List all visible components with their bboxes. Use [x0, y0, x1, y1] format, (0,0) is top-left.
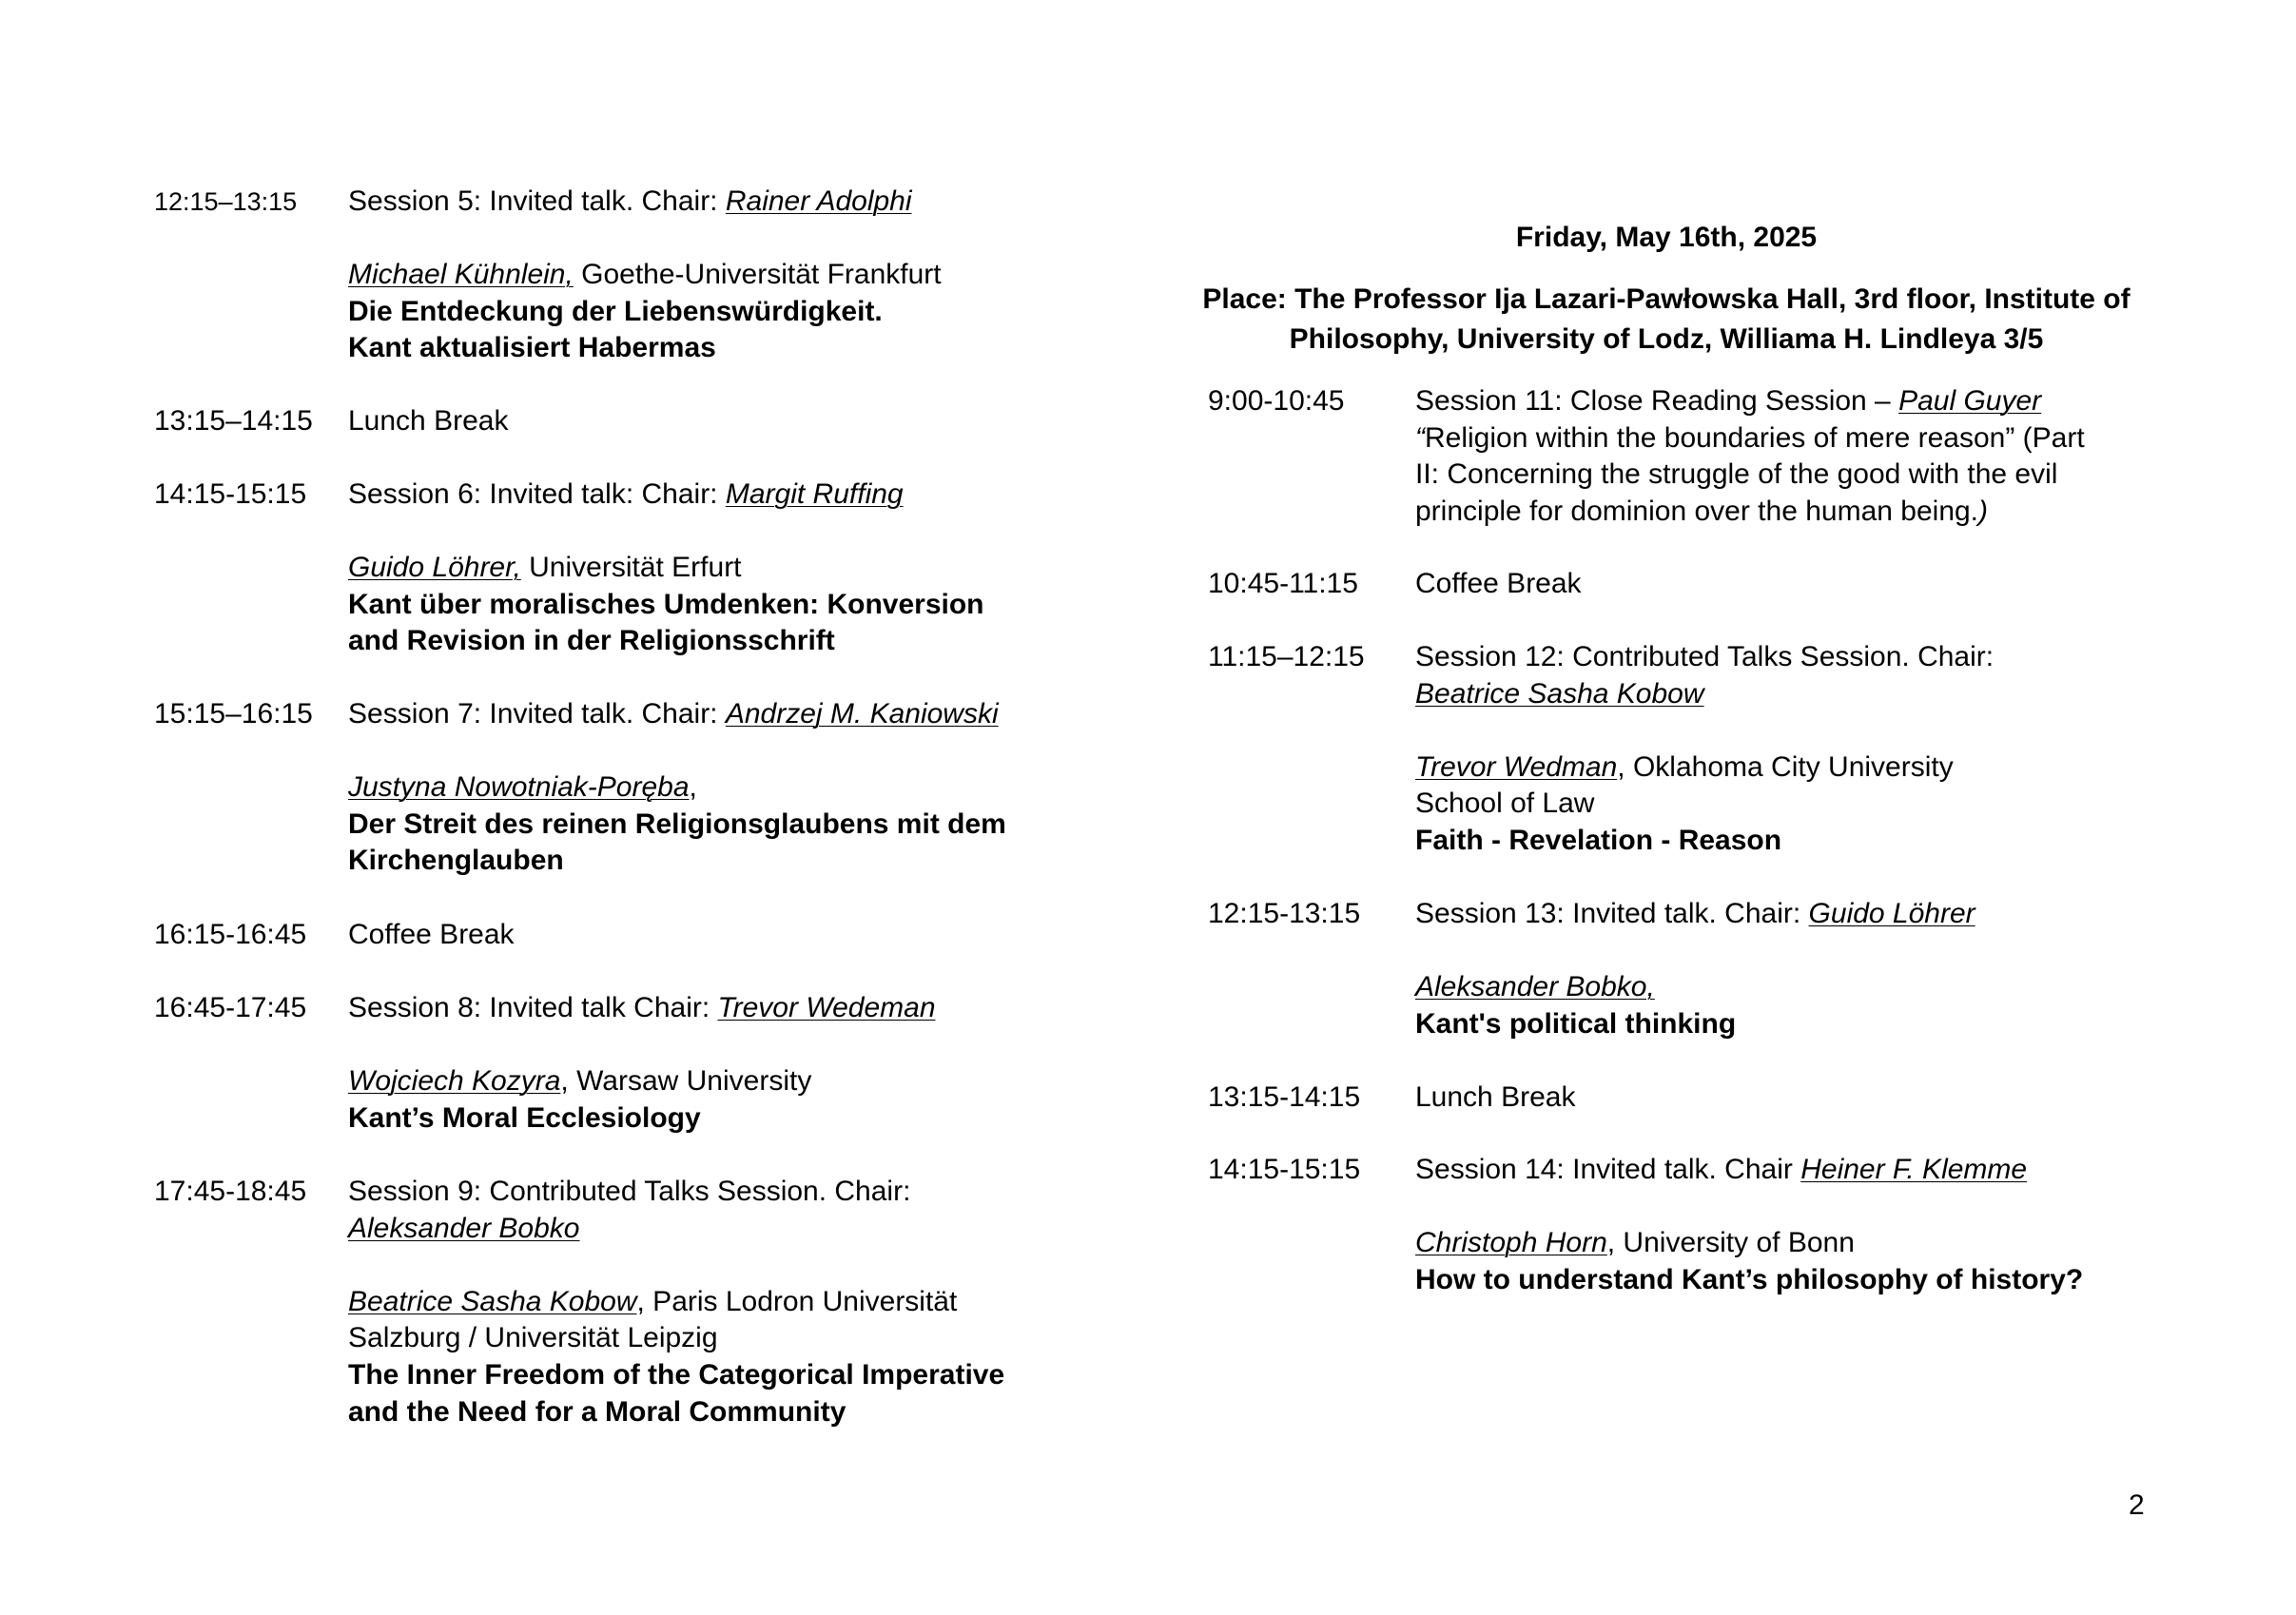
break-label: Lunch Break	[1415, 1081, 1576, 1113]
break-label: Coffee Break	[1415, 568, 1582, 599]
speaker-affiliation: , University of Bonn	[1606, 1227, 1855, 1259]
talk-title-line: The Inner Freedom of the Categorical Imperative	[348, 1358, 1005, 1391]
speaker-affiliation: Goethe-Universität Frankfurt	[573, 259, 942, 291]
session-content	[348, 990, 936, 1137]
speaker-line	[1415, 969, 1975, 1006]
session-time: 12:15-13:15	[1208, 898, 1361, 929]
session-content	[1415, 566, 1582, 603]
speaker-name: Beatrice Sasha Kobow	[348, 1285, 637, 1317]
session-line	[348, 477, 984, 514]
speaker-name: Christoph Horn	[1415, 1227, 1607, 1259]
session-content	[348, 403, 508, 440]
chair-name: Guido Löhrer	[1808, 898, 1975, 929]
speaker-affiliation-line2: Salzburg / Universität Leipzig	[348, 1322, 718, 1354]
session-time: 16:15-16:45	[154, 919, 307, 950]
day-heading: Friday, May 16th, 2025	[1515, 222, 1818, 253]
session-label: Session 8: Invited talk Chair:	[348, 992, 718, 1023]
talk-title-line: Faith - Revelation - Reason	[1415, 824, 1782, 856]
session-content	[348, 917, 515, 954]
chair-line	[1415, 676, 1994, 713]
speaker-name: Guido Löhrer,	[348, 552, 521, 584]
session-line	[348, 184, 942, 221]
speaker-line	[1415, 749, 1994, 787]
speaker-name: Michael Kühnlein,	[348, 259, 574, 291]
session-time: 15:15–16:15	[154, 698, 313, 730]
speaker-line	[348, 257, 942, 294]
session-content	[1415, 1152, 2083, 1298]
talk-title-line: Kant aktualisiert Habermas	[348, 332, 716, 364]
place-line: Place: The Professor Ija Lazari-Pawłowska Hall, 3rd floor, Institute of	[1202, 283, 2131, 315]
talk-title-line: Kirchenglauben	[348, 845, 564, 877]
talk-title-line: and the Need for a Moral Community	[348, 1395, 846, 1428]
speaker-affiliation: ,	[689, 771, 697, 804]
chair-name: Aleksander Bobko	[348, 1212, 580, 1244]
session-time: 14:15-15:15	[1208, 1154, 1361, 1185]
chair-name: Heiner F. Klemme	[1800, 1154, 2028, 1185]
session-label: Session 9: Contributed Talks Session. Chair:	[348, 1176, 911, 1207]
chair-name: Beatrice Sasha Kobow	[1415, 677, 1704, 710]
session-line	[1415, 383, 2085, 420]
break-label: Coffee Break	[348, 919, 515, 950]
session-description-line	[1415, 494, 2085, 531]
session-time: 9:00-10:45	[1208, 385, 1345, 417]
session-content	[348, 184, 942, 367]
speaker-name: Justyna Nowotniak-Poręba	[348, 771, 690, 804]
closing-parenthesis: )	[1978, 495, 1989, 527]
session-content	[1415, 896, 1975, 1042]
session-time: 12:15–13:15	[154, 187, 298, 216]
description-text: Religion within the boundaries of mere reason” (	[1425, 421, 2033, 454]
speaker-name: Wojciech Kozyra	[348, 1065, 561, 1098]
session-content	[1415, 383, 2085, 530]
speaker-line	[348, 1284, 1004, 1321]
session-time: 17:45-18:45	[154, 1176, 307, 1207]
session-line	[348, 990, 936, 1027]
place-line: Philosophy, University of Lodz, Williama H. Lindleya 3/5	[1289, 323, 2044, 355]
talk-title-line: Kant’s Moral Ecclesiology	[348, 1101, 701, 1134]
chair-line	[348, 1211, 1004, 1248]
chair-name: Andrzej M. Kaniowski	[725, 698, 999, 730]
session-description-line: II: Concerning the struggle of the good with the evil	[1415, 458, 2058, 491]
page-number: 2	[2129, 1489, 2145, 1521]
quote-mark: “	[1415, 421, 1425, 454]
session-content	[1415, 1080, 1575, 1117]
session-time: 13:15-14:15	[1208, 1081, 1361, 1113]
session-time: 16:45-17:45	[154, 992, 307, 1023]
break-label: Lunch Break	[348, 405, 509, 437]
speaker-affiliation-line2: School of Law	[1415, 788, 1595, 820]
talk-title-line: Die Entdeckung der Liebenswürdigkeit.	[348, 295, 883, 327]
speaker-affiliation: , Oklahoma City University	[1617, 750, 1954, 783]
session-line	[1415, 1152, 2083, 1189]
speaker-line	[348, 550, 984, 587]
session-line	[348, 696, 1006, 733]
session-content	[348, 1174, 1004, 1430]
chair-name: Rainer Adolphi	[725, 185, 912, 217]
session-content	[348, 696, 1006, 880]
talk-title-line: How to understand Kant’s philosophy of history?	[1415, 1263, 2084, 1295]
session-label: Session 6: Invited talk: Chair:	[348, 478, 726, 510]
description-text: principle for dominion over the human being.	[1415, 495, 1979, 527]
session-description-line	[1415, 420, 2085, 457]
session-time: 10:45-11:15	[1208, 568, 1358, 599]
chair-name: Trevor Wedeman	[717, 992, 936, 1023]
speaker-name: Trevor Wedman	[1415, 750, 1618, 783]
session-label: Session 7: Invited talk. Chair:	[348, 698, 726, 730]
session-label: Session 11: Close Reading Session –	[1415, 385, 1899, 417]
speaker-line	[348, 769, 1006, 807]
session-content	[348, 477, 984, 660]
session-label: Session 14: Invited talk. Chair	[1415, 1154, 1801, 1185]
description-text: Part	[2032, 421, 2085, 454]
chair-name: Margit Ruffing	[725, 478, 904, 510]
speaker-affiliation: , Paris Lodron Universität	[636, 1285, 958, 1317]
speaker-affiliation: Universität Erfurt	[520, 552, 742, 584]
session-label: Session 12: Contributed Talks Session. Chair:	[1415, 641, 1994, 672]
session-line	[1415, 896, 1975, 933]
session-time: 11:15–12:15	[1208, 641, 1365, 672]
session-time: 14:15-15:15	[154, 478, 307, 510]
session-time: 13:15–14:15	[154, 405, 313, 437]
talk-title-line: Kant's political thinking	[1415, 1007, 1737, 1040]
session-content	[1415, 639, 1994, 860]
talk-title-line: Der Streit des reinen Religionsglaubens mit dem	[348, 808, 1006, 840]
session-label: Session 13: Invited talk. Chair:	[1415, 898, 1809, 929]
speaker-line	[1415, 1225, 2083, 1262]
speaker-line	[348, 1063, 936, 1100]
session-label: Session 5: Invited talk. Chair:	[348, 185, 726, 217]
speaker-affiliation: , Warsaw University	[560, 1065, 812, 1098]
chair-name: Paul Guyer	[1898, 385, 2042, 417]
talk-title-line: Kant über moralisches Umdenken: Konversion	[348, 588, 984, 620]
speaker-name: Aleksander Bobko,	[1415, 971, 1655, 1003]
talk-title-line: and Revision in der Religionsschrift	[348, 625, 835, 657]
